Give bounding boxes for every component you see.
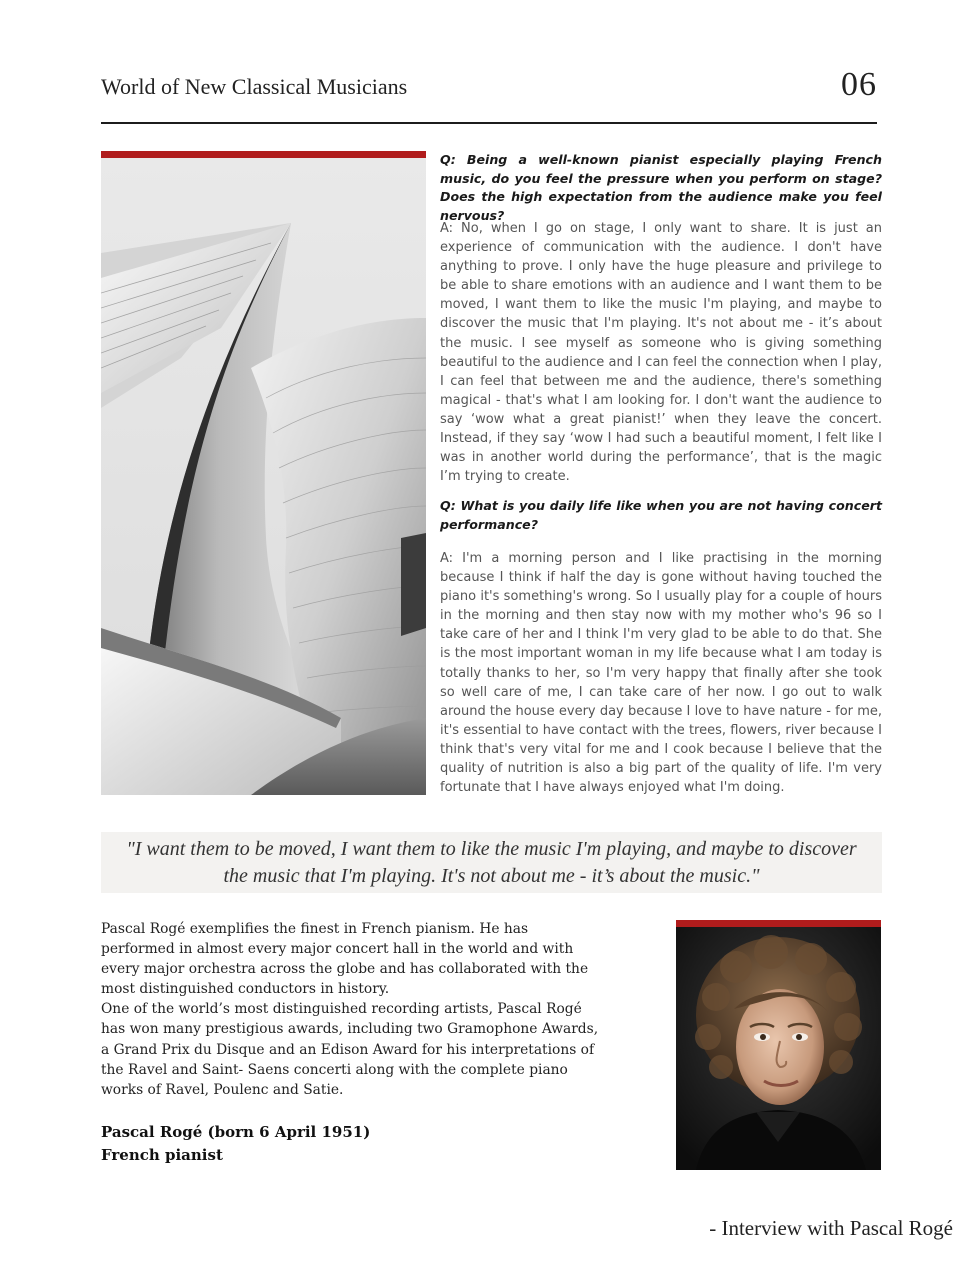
bio-paragraph: One of the world’s most distinguished recording artists, Pascal Rogé has won many prestigious awards, including two Gramophone Awards, a Grand Prix du Disque and an Edison Award for his interpretations of the Ravel and Saint- Saens concerti along with the complete piano works of Ravel, Poulenc and Satie. [101,1001,599,1098]
portrait-illustration [676,927,881,1170]
interview-answer-1 [440,219,882,486]
pull-quote [101,832,882,893]
bio-paragraph: Pascal Rogé exemplifies the finest in French pianism. He has performed in almost every major concert hall in the world and with every major orchestra across the globe and has collaborated with the most distinguished conductors in history. [101,921,589,998]
architecture-illustration [101,158,426,795]
question-text: Q: Being a well-known pianist especially playing French music, do you feel the pressure when you perform on stage? Does the high expectation from the audience make you feel nervous? [440,152,882,223]
photo-accent-bar [101,151,426,158]
caption-name: Pascal Rogé (born 6 April 1951) [101,1123,371,1141]
interview-signature: - Interview with Pascal Rogé [709,1216,953,1240]
interview-answer-2 [440,549,882,797]
biography [101,919,601,1100]
portrait-accent-bar [676,920,881,927]
interview-question-2 [440,497,882,534]
answer-text: A: No, when I go on stage, I only want to share. It is just an experience of communication with the audience. I don't have anything to prove. I only have the huge pleasure and privilege to be able to share emotions with an audience and I want them to be moved, I want them to like the music I'm playing, and maybe to discover the music that I'm playing. It's not about me - it’s about the music. I see myself as someone who is giving something beautiful to the audience and I can feel the connection when I play, I can feel that between me and the audience, there's something magical - that's what I am looking for. I don't want the audience to say ‘wow what a great pianist!’ when they leave the concert. Instead, if they say ‘wow I had such a beautiful moment, I felt like I was in another world during the performance’, that is the magic I’m trying to create. [440,221,882,485]
portrait-caption [101,1121,370,1166]
publication-title: World of New Classical Musicians [101,74,408,99]
portrait-photo [676,927,881,1170]
question-text: Q: What is you daily life like when you are not having concert performance? [440,498,882,532]
pull-quote-text: "I want them to be moved, I want them to like the music I'm playing, and maybe to discover the music that I'm playing. It's not about me - it’s about the music." [126,838,857,887]
page-number: 06 [841,66,877,103]
caption-role: French pianist [101,1145,223,1164]
header-divider [101,122,877,124]
architecture-photo [101,158,426,795]
answer-text: A: I'm a morning person and I like practising in the morning because I think if half the day is gone without having touched the piano it's something's wrong. So I usually play for a couple of hours in the morning and then stay now with my mother who's 96 so I take care of her and I think I'm very glad to be able to do that. She is the most important woman in my life because what I am today is totally thanks to her, so I'm very happy that finally after she took so well care of me, I can take care of her now. I go out to walk around the house every day because I love to have nature - for me, it's essential to have contact with the trees, flowers, river because I think that's very vital for me and I cook because I believe that the quality of nutrition is also a big part of the quality of life. I'm very fortunate that I have always enjoyed what I'm doing. [440,551,882,796]
interview-question-1 [440,151,882,225]
